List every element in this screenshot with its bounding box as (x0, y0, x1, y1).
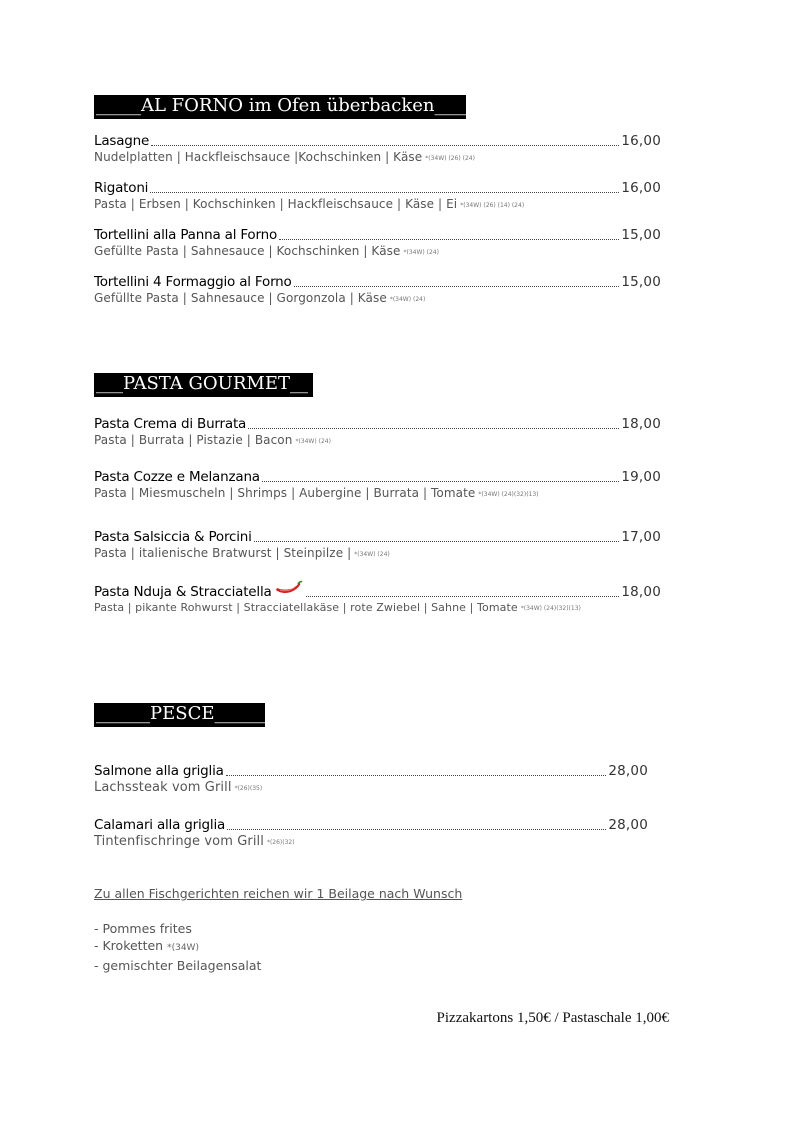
item-price: 17,00 (621, 529, 661, 545)
item-allergens: *(34W) (26) (14) (24) (460, 202, 525, 209)
dot-leader (151, 144, 619, 146)
menu-item (94, 529, 661, 560)
dot-leader (150, 191, 619, 193)
item-price: 28,00 (608, 763, 648, 779)
menu-item (94, 133, 661, 164)
section-title: ___PASTA GOURMET__ (96, 373, 308, 394)
menu-item (94, 469, 661, 500)
menu-item (94, 580, 661, 614)
item-price: 15,00 (621, 227, 661, 243)
item-allergens: *(26)(35) (234, 785, 263, 792)
list-item (94, 937, 261, 957)
menu-item (94, 416, 661, 447)
item-name: Lasagne (94, 133, 150, 149)
item-name: Pasta Cozze e Melanzana (94, 469, 260, 485)
dot-leader (262, 480, 619, 482)
item-description: Pasta | pikante Rohwurst | Stracciatellakäse | rote Zwiebel | Sahne | Tomate (94, 601, 518, 614)
menu-item (94, 763, 648, 795)
item-allergens: *(34W) (24)(32)(13) (520, 605, 581, 612)
item-price: 18,00 (621, 416, 661, 432)
side-dish-list (94, 920, 261, 974)
item-description: Nudelplatten | Hackfleischsauce |Kochschinken | Käse (94, 150, 423, 164)
item-price: 15,00 (621, 274, 661, 290)
side-dish-name: - gemischter Beilagensalat (94, 958, 262, 973)
item-allergens: *(34W) (24) (389, 296, 426, 303)
item-description: Tintenfischringe vom Grill (94, 834, 264, 849)
menu-item (94, 227, 661, 258)
item-name: Salmone alla griglia (94, 763, 224, 779)
item-description: Pasta | Miesmuscheln | Shrimps | Aubergine | Burrata | Tomate (94, 486, 476, 500)
dot-leader (226, 774, 607, 776)
item-price: 28,00 (608, 817, 648, 833)
fish-side-dish-note: Zu allen Fischgerichten reichen wir 1 Beilage nach Wunsch (94, 886, 463, 901)
section-header-pasta-gourmet (94, 373, 313, 397)
item-allergens: *(26)(32) (266, 839, 295, 846)
dot-leader (227, 828, 606, 830)
section-title: ______PESCE______ (96, 703, 269, 724)
menu-item (94, 274, 661, 305)
item-name: Rigatoni (94, 180, 149, 196)
item-allergens: *(34W) (24) (354, 551, 390, 558)
item-name: Pasta Nduja & Stracciatella (94, 584, 272, 600)
item-name: Pasta Crema di Burrata (94, 416, 247, 432)
dot-leader (294, 285, 620, 287)
item-allergens: *(34W) (26) (24) (425, 155, 475, 162)
item-price: 16,00 (621, 180, 661, 196)
item-description: Gefüllte Pasta | Sahnesauce | Kochschinken | Käse (94, 244, 401, 258)
side-dish-allergens: *(34W) (167, 943, 199, 953)
chili-pepper-icon (274, 580, 304, 596)
side-dish-name: - Pommes frites (94, 921, 192, 936)
item-description: Pasta | Erbsen | Kochschinken | Hackfleischsauce | Käse | Ei (94, 197, 458, 211)
dot-leader (254, 540, 620, 542)
item-name: Pasta Salsiccia & Porcini (94, 529, 252, 545)
menu-item (94, 180, 661, 211)
packaging-fee-note: Pizzakartons 1,50€ / Pastaschale 1,00€ (436, 1010, 669, 1026)
item-allergens: *(34W) (24) (403, 249, 439, 256)
item-description: Gefüllte Pasta | Sahnesauce | Gorgonzola | Käse (94, 291, 387, 305)
item-name: Calamari alla griglia (94, 817, 226, 833)
list-item (94, 957, 261, 974)
item-description: Pasta | italienische Bratwurst | Steinpilze | (94, 546, 352, 560)
item-name: Tortellini alla Panna al Forno (94, 227, 278, 243)
menu-item (94, 817, 648, 849)
section-title: _____AL FORNO im Ofen überbacken____ (96, 95, 471, 116)
item-allergens: *(34W) (24) (295, 438, 331, 445)
item-description: Pasta | Burrata | Pistazie | Bacon (94, 433, 293, 447)
list-item (94, 920, 261, 937)
item-name: Tortellini 4 Formaggio al Forno (94, 274, 292, 290)
dot-leader (248, 427, 619, 429)
item-price: 16,00 (621, 133, 661, 149)
dot-leader (279, 238, 619, 240)
section-header-pesce (94, 703, 269, 727)
item-description: Lachssteak vom Grill (94, 780, 232, 795)
section-header-al-forno (94, 95, 471, 119)
dot-leader (306, 595, 620, 597)
item-allergens: *(34W) (24)(32)(13) (478, 491, 539, 498)
item-price: 19,00 (621, 469, 661, 485)
item-price: 18,00 (621, 584, 661, 600)
side-dish-name: - Kroketten (94, 938, 164, 953)
